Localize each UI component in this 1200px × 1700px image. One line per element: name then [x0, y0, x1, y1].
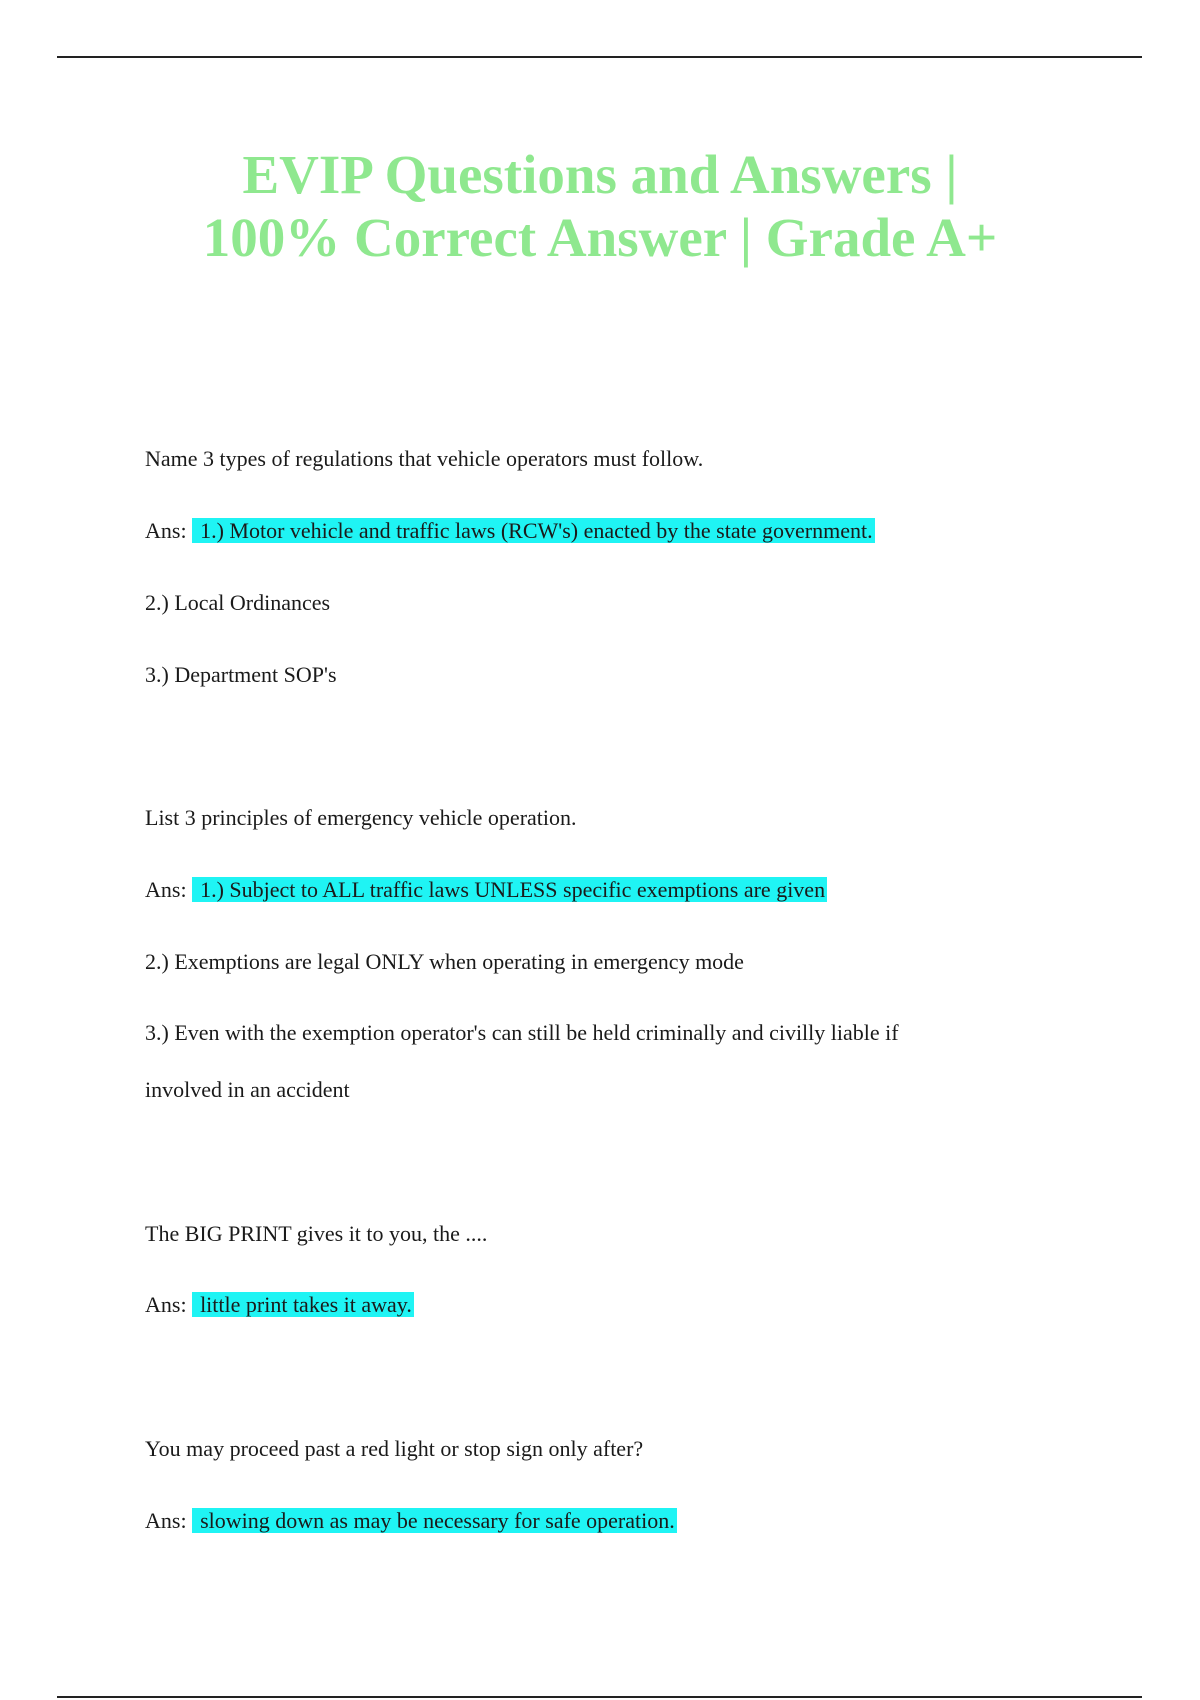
answer-4 [145, 1506, 677, 1536]
answer-3 [145, 1290, 414, 1320]
answer-2-item-2: 2.) Exemptions are legal ONLY when operating in emergency mode [145, 949, 744, 974]
question-2: List 3 principles of emergency vehicle operation. [145, 805, 577, 830]
highlighted-answer: 1.) Subject to ALL traffic laws UNLESS specific exemptions are given [192, 877, 827, 902]
answer-1-item-3: 3.) Department SOP's [145, 662, 337, 687]
answer-2-item-3-continued: involved in an accident [145, 1077, 350, 1102]
answer-1-item-2: 2.) Local Ordinances [145, 590, 331, 615]
answer-1 [145, 516, 875, 546]
highlighted-answer: 1.) Motor vehicle and traffic laws (RCW's) enacted by the state government. [192, 518, 875, 543]
ans-prefix: Ans: [145, 1292, 187, 1317]
question-1: Name 3 types of regulations that vehicle operators must follow. [145, 446, 704, 471]
highlighted-answer: slowing down as may be necessary for safe operation. [192, 1508, 677, 1533]
bottom-rule [57, 1696, 1142, 1698]
top-rule [57, 56, 1142, 58]
highlighted-answer: little print takes it away. [192, 1292, 414, 1317]
title-line-2: 100% Correct Answer | Grade A+ [202, 207, 998, 268]
ans-prefix: Ans: [145, 1508, 187, 1533]
document-title [0, 143, 1200, 269]
title-line-1: EVIP Questions and Answers | [242, 144, 958, 205]
ans-prefix: Ans: [145, 877, 187, 902]
answer-2 [145, 875, 827, 905]
answer-2-item-3: 3.) Even with the exemption operator's can still be held criminally and civilly liable if [145, 1020, 899, 1045]
question-3: The BIG PRINT gives it to you, the .... [145, 1221, 488, 1246]
question-4: You may proceed past a red light or stop sign only after? [145, 1436, 644, 1461]
ans-prefix: Ans: [145, 518, 187, 543]
